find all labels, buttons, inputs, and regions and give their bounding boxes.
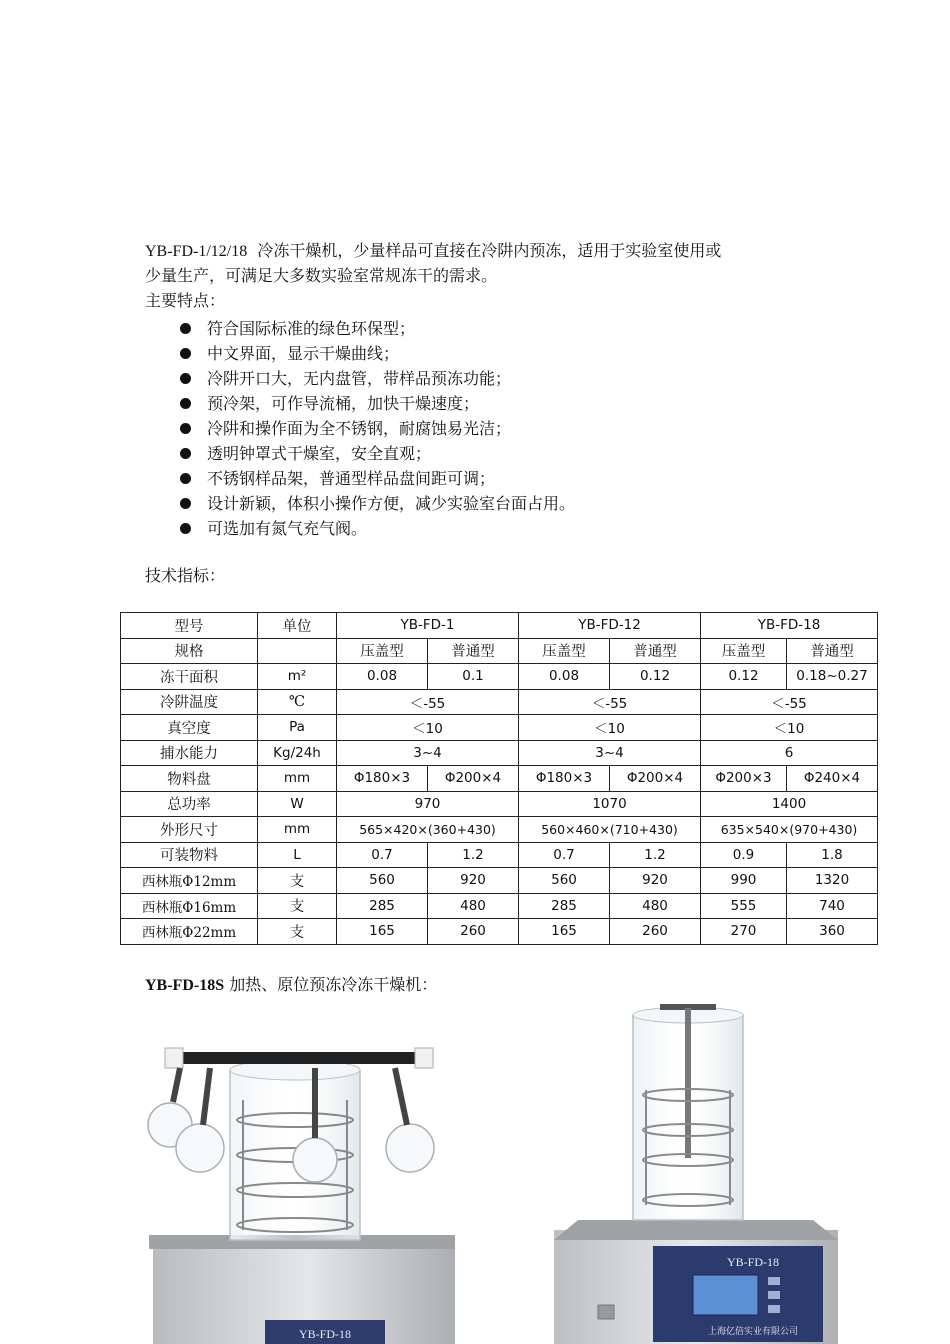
feature-text: 不锈钢样品架，普通型样品盘间距可调； xyxy=(207,469,496,488)
table-cell xyxy=(258,638,337,664)
table-cell: Φ200×3 xyxy=(701,766,787,792)
table-row xyxy=(121,817,878,843)
table-cell: m² xyxy=(258,664,337,690)
table-cell: 单位 xyxy=(258,613,337,639)
table-cell: 0.12 xyxy=(701,664,787,690)
spec-table xyxy=(120,612,878,945)
table-row xyxy=(121,893,878,919)
bullet-icon xyxy=(180,473,191,484)
intro-line-2: 少量生产，可满足大多数实验室常规冻干的需求。 xyxy=(145,266,498,285)
intro-text-1: 冷冻干燥机，少量样品可直接在冷阱内预冻，适用于实验室使用或 xyxy=(257,241,722,260)
intro-line-1 xyxy=(145,239,825,264)
table-cell: 555 xyxy=(701,893,787,919)
table-cell: mm xyxy=(258,766,337,792)
intro-model: YB-FD-1/12/18 xyxy=(145,243,248,260)
table-cell: 物料盘 xyxy=(121,766,258,792)
table-cell: ＜10 xyxy=(337,715,519,741)
table-cell: 260 xyxy=(610,919,701,945)
table-cell: Kg/24h xyxy=(258,740,337,766)
list-item xyxy=(180,441,575,466)
table-cell: 1.2 xyxy=(428,842,519,868)
table-cell: 3~4 xyxy=(519,740,701,766)
table-cell: 635×540×(970+430) xyxy=(701,817,878,843)
table-cell: 3~4 xyxy=(337,740,519,766)
table-cell: mm xyxy=(258,817,337,843)
table-cell: ＜10 xyxy=(701,715,878,741)
feature-text: 冷阱和操作面为全不锈钢，耐腐蚀易光洁； xyxy=(207,419,512,438)
panel-label: YB-FD-18 xyxy=(726,1255,780,1269)
table-cell: 560×460×(710+430) xyxy=(519,817,701,843)
table-cell: 支 xyxy=(258,868,337,894)
table-cell: Φ240×4 xyxy=(787,766,878,792)
table-cell: W xyxy=(258,791,337,817)
list-item xyxy=(180,341,575,366)
table-row xyxy=(121,868,878,894)
list-item xyxy=(180,516,575,541)
bullet-icon xyxy=(180,373,191,384)
table-cell: Φ180×3 xyxy=(337,766,428,792)
table-cell: 普通型 xyxy=(787,638,878,664)
table-cell: 560 xyxy=(337,868,428,894)
table-cell: L xyxy=(258,842,337,868)
feature-text: 设计新颖，体积小操作方便，减少实验室台面占用。 xyxy=(207,494,576,513)
table-row xyxy=(121,842,878,868)
table-row xyxy=(121,664,878,690)
table-cell: 普通型 xyxy=(428,638,519,664)
table-cell: 0.7 xyxy=(519,842,610,868)
table-cell: 360 xyxy=(787,919,878,945)
table-cell: Φ200×4 xyxy=(610,766,701,792)
bullet-icon xyxy=(180,323,191,334)
list-item xyxy=(180,491,575,516)
table-cell: 0.08 xyxy=(337,664,428,690)
table-cell: 压盖型 xyxy=(701,638,787,664)
features-list xyxy=(180,316,575,541)
table-cell: 0.7 xyxy=(337,842,428,868)
list-item xyxy=(180,391,575,416)
table-cell: 165 xyxy=(519,919,610,945)
company-label: 上海亿倍实业有限公司 xyxy=(707,1327,799,1337)
spec-heading: 技术指标： xyxy=(145,566,226,585)
table-row xyxy=(121,715,878,741)
feature-text: 冷阱开口大，无内盘管，带样品预冻功能； xyxy=(207,369,512,388)
product-photo-manifold xyxy=(125,1030,455,1344)
section-text: 加热、原位预冻冷冻干燥机： xyxy=(229,975,438,994)
table-row xyxy=(121,613,878,639)
bullet-icon xyxy=(180,523,191,534)
table-cell: 6 xyxy=(701,740,878,766)
feature-text: 预冷架，可作导流桶，加快干燥速度； xyxy=(207,394,480,413)
table-cell: 990 xyxy=(701,868,787,894)
table-cell: 285 xyxy=(337,893,428,919)
table-cell: 1.2 xyxy=(610,842,701,868)
table-cell: YB-FD-18 xyxy=(701,613,878,639)
table-row xyxy=(121,689,878,715)
table-cell: 740 xyxy=(787,893,878,919)
bullet-icon xyxy=(180,423,191,434)
table-cell: YB-FD-1 xyxy=(337,613,519,639)
table-cell: 普通型 xyxy=(610,638,701,664)
section-model: YB-FD-18S xyxy=(145,977,225,994)
table-cell: 总功率 xyxy=(121,791,258,817)
table-cell: 冻干面积 xyxy=(121,664,258,690)
product-photo-belljar xyxy=(548,1000,848,1344)
table-row xyxy=(121,638,878,664)
table-cell: 1320 xyxy=(787,868,878,894)
feature-text: 中文界面，显示干燥曲线； xyxy=(207,344,400,363)
bullet-icon xyxy=(180,398,191,409)
table-cell: ℃ xyxy=(258,689,337,715)
table-cell: 0.12 xyxy=(610,664,701,690)
table-cell: 0.08 xyxy=(519,664,610,690)
table-cell: 480 xyxy=(610,893,701,919)
panel-label: YB-FD-18 xyxy=(298,1327,352,1341)
bullet-icon xyxy=(180,448,191,459)
table-cell: 1400 xyxy=(701,791,878,817)
features-heading: 主要特点： xyxy=(145,291,226,310)
table-cell: Pa xyxy=(258,715,337,741)
table-cell: 规格 xyxy=(121,638,258,664)
table-cell: 型号 xyxy=(121,613,258,639)
table-cell: 西林瓶Φ12mm xyxy=(121,868,258,894)
section-heading-18s xyxy=(145,973,437,998)
table-cell: YB-FD-12 xyxy=(519,613,701,639)
table-cell: 压盖型 xyxy=(337,638,428,664)
list-item xyxy=(180,366,575,391)
table-cell: 285 xyxy=(519,893,610,919)
feature-text: 透明钟罩式干燥室，安全直观； xyxy=(207,444,432,463)
table-cell: ＜-55 xyxy=(701,689,878,715)
list-item xyxy=(180,466,575,491)
table-cell: 外形尺寸 xyxy=(121,817,258,843)
table-cell: 1.8 xyxy=(787,842,878,868)
feature-text: 可选加有氮气充气阀。 xyxy=(207,519,368,538)
table-cell: 支 xyxy=(258,919,337,945)
table-cell: 压盖型 xyxy=(519,638,610,664)
intro-paragraph xyxy=(145,239,825,288)
table-cell: ＜10 xyxy=(519,715,701,741)
list-item xyxy=(180,316,575,341)
table-cell: Φ200×4 xyxy=(428,766,519,792)
table-cell: 270 xyxy=(701,919,787,945)
table-cell: 560 xyxy=(519,868,610,894)
bullet-icon xyxy=(180,498,191,509)
table-cell: 冷阱温度 xyxy=(121,689,258,715)
table-cell: 0.1 xyxy=(428,664,519,690)
table-cell: Φ180×3 xyxy=(519,766,610,792)
table-cell: 0.18~0.27 xyxy=(787,664,878,690)
table-cell: 可装物料 xyxy=(121,842,258,868)
table-cell: 1070 xyxy=(519,791,701,817)
table-row xyxy=(121,766,878,792)
table-cell: 920 xyxy=(610,868,701,894)
table-row xyxy=(121,740,878,766)
table-row xyxy=(121,919,878,945)
table-cell: 西林瓶Φ16mm xyxy=(121,893,258,919)
feature-text: 符合国际标准的绿色环保型； xyxy=(207,319,416,338)
table-cell: 真空度 xyxy=(121,715,258,741)
table-cell: ＜-55 xyxy=(519,689,701,715)
table-cell: ＜-55 xyxy=(337,689,519,715)
table-cell: 捕水能力 xyxy=(121,740,258,766)
table-cell: 260 xyxy=(428,919,519,945)
table-cell: 565×420×(360+430) xyxy=(337,817,519,843)
table-cell: 480 xyxy=(428,893,519,919)
bullet-icon xyxy=(180,348,191,359)
table-cell: 165 xyxy=(337,919,428,945)
table-cell: 支 xyxy=(258,893,337,919)
table-cell: 970 xyxy=(337,791,519,817)
table-cell: 0.9 xyxy=(701,842,787,868)
table-cell: 920 xyxy=(428,868,519,894)
list-item xyxy=(180,416,575,441)
table-cell: 西林瓶Φ22mm xyxy=(121,919,258,945)
table-row xyxy=(121,791,878,817)
